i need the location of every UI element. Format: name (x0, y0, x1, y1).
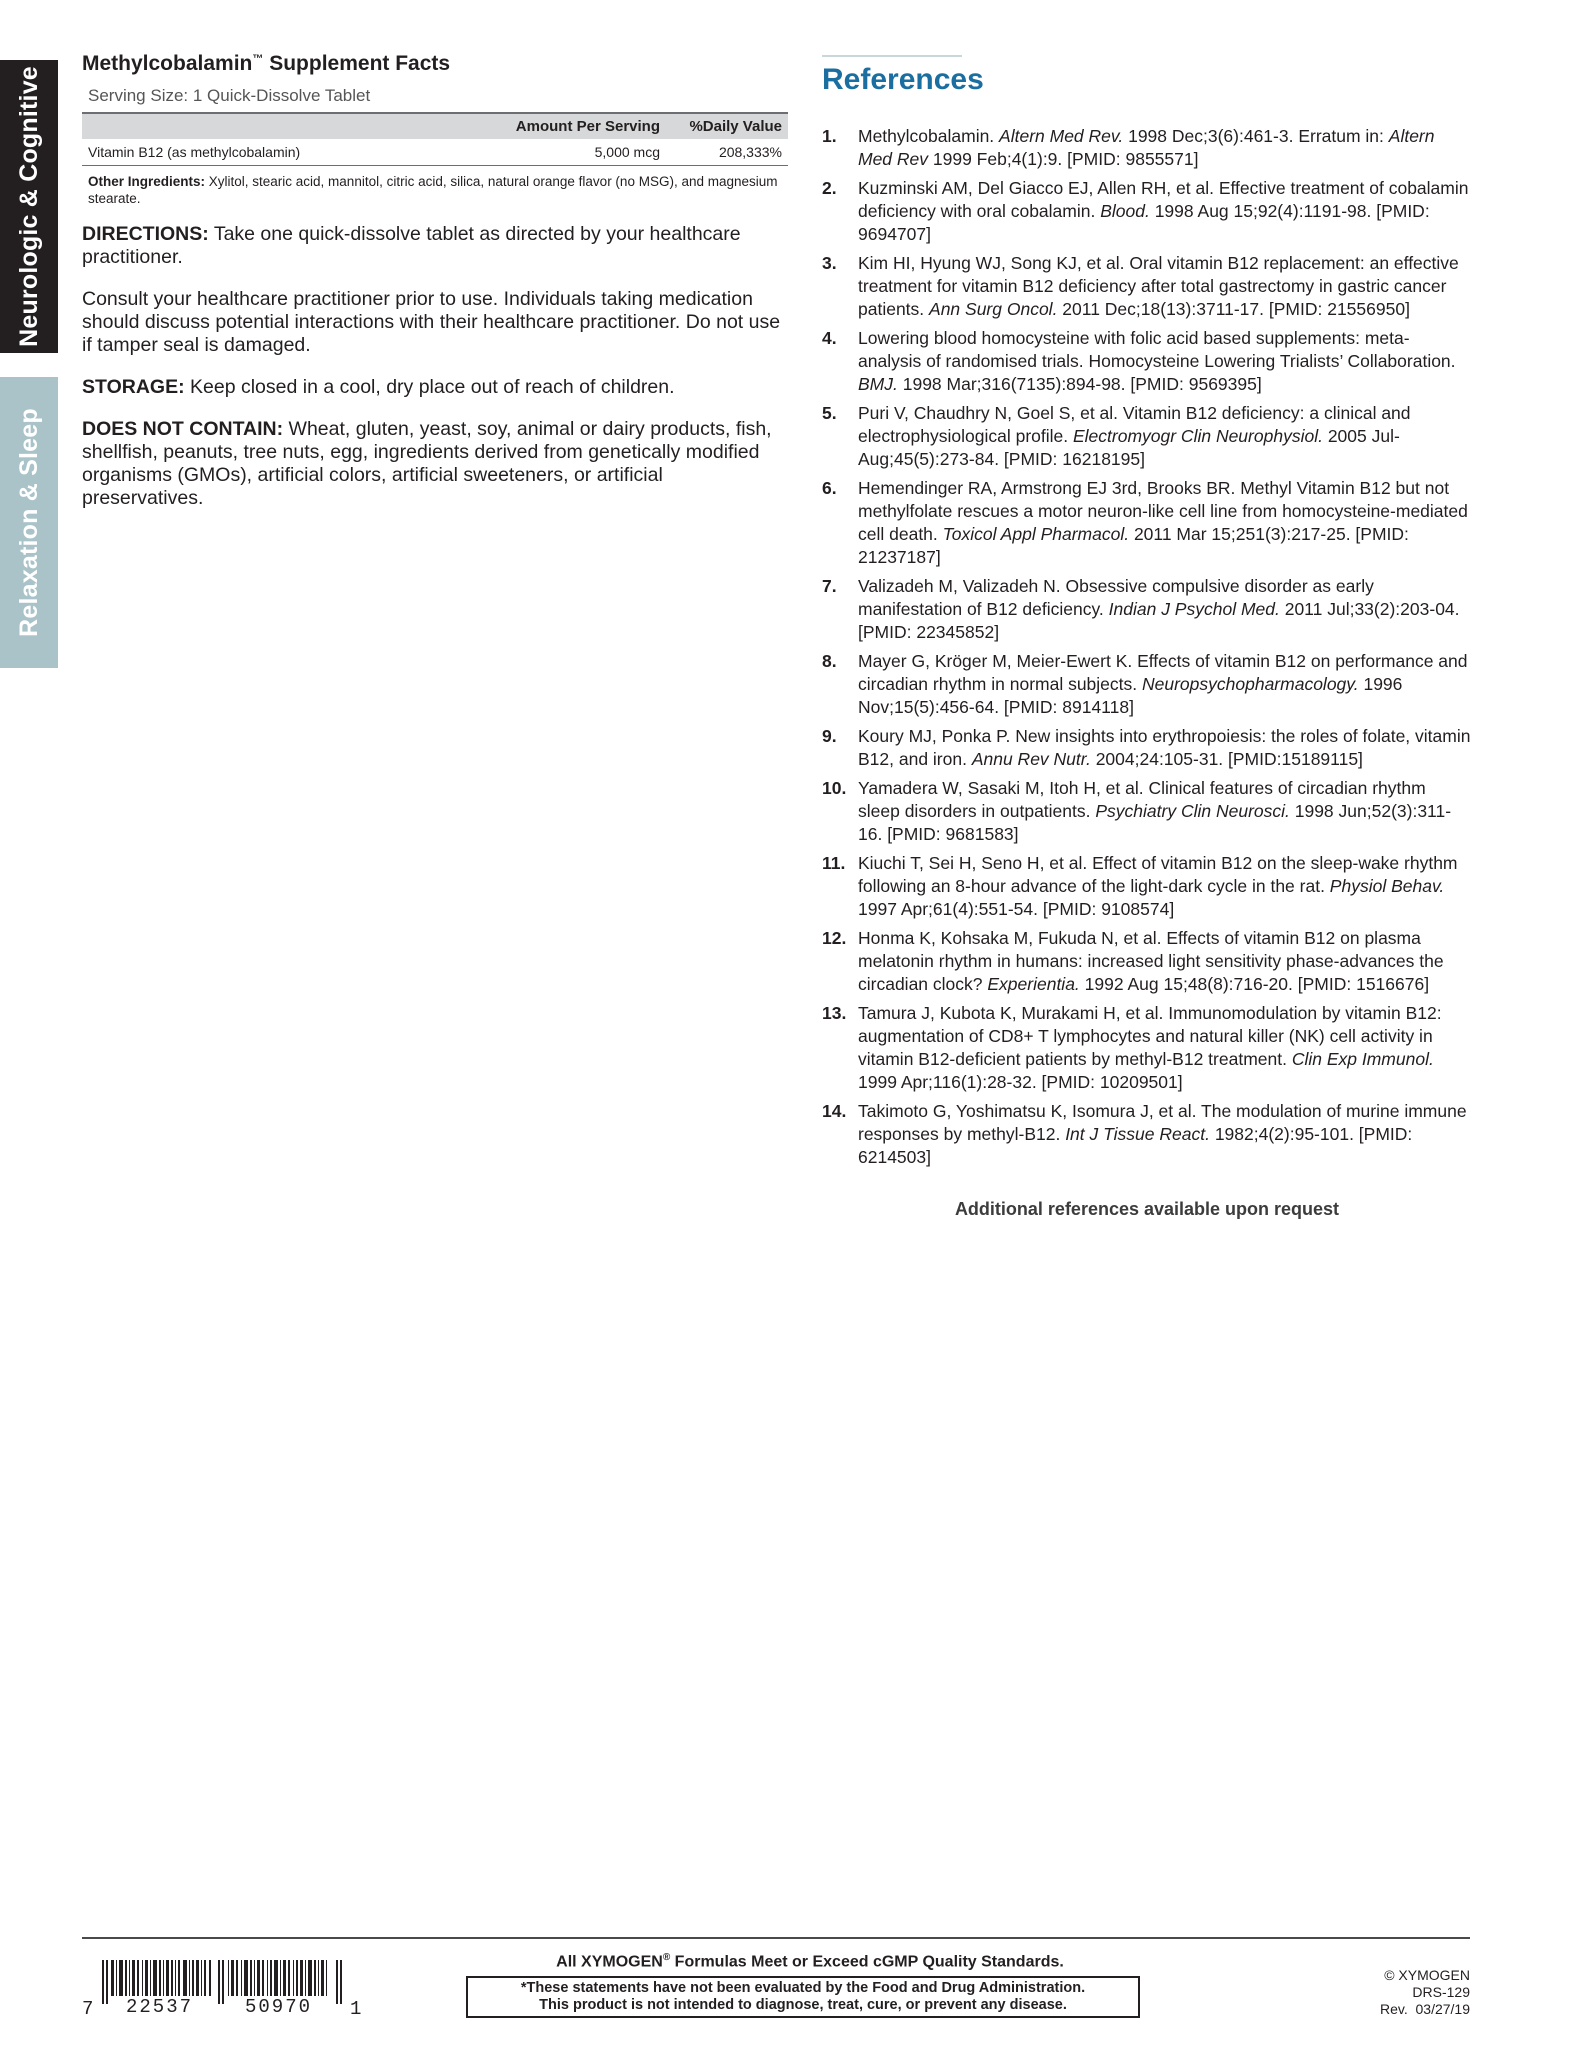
fda-line-2: This product is not intended to diagnose, treat, cure, or prevent any disease. (539, 1997, 1067, 2013)
table-row (82, 139, 788, 166)
list-item: 13. Tamura J, Kubota K, Murakami H, et al. Immunomodulation by vitamin B12: augmentation of CD8+ T lymphocytes and natural killer (NK) cell activity in vitamin B12-deficient patients by methyl-B12 treatment. Clin Exp Immunol. 1999 Apr;116(1):28-32. [PMID: 10209501] (822, 1003, 1442, 1092)
barcode-digit: 7 (82, 1998, 94, 2020)
fda-disclaimer (466, 1976, 1140, 2018)
document-meta (1380, 1967, 1470, 2018)
copyright: © XYMOGEN (1384, 1967, 1470, 1983)
list-item: 7. Valizadeh M, Valizadeh N. Obsessive compulsive disorder as early manifestation of B12 deficiency. Indian J Psychol Med. 2011 Jul;33(2):203-04. [PMID: 22345852] (822, 576, 1460, 642)
list-item: 5. Puri V, Chaudhry N, Goel S, et al. Vitamin B12 deficiency: a clinical and electrophysiological profile. Electromyogr Clin Neurophysiol. 2005 Jul-Aug;45(5):273-84. [PMID: 16218195] (822, 403, 1411, 469)
list-item: 6. Hemendinger RA, Armstrong EJ 3rd, Brooks BR. Methyl Vitamin B12 but not methylfolate rescues a motor neuron-like cell line from homocysteine-mediated cell death. Toxicol Appl Pharmacol. 2011 Mar 15;251(3):217-25. [PMID: 21237187] (822, 478, 1468, 567)
barcode-digits: 22537 (126, 1996, 194, 2018)
barcode (82, 1960, 362, 2020)
nutrient-dv: 208,333% (666, 139, 788, 166)
list-item: 11. Kiuchi T, Sei H, Seno H, et al. Effect of vitamin B12 on the sleep-wake rhythm following an 8-hour advance of the light-dark cycle in the rat. Physiol Behav. 1997 Apr;61(4):551-54. [PMID: 9108574] (822, 853, 1458, 919)
cgmp-statement: All XYMOGEN® Formulas Meet or Exceed cGMP Quality Standards. (556, 1952, 1064, 1971)
barcode-digit: 1 (350, 1998, 362, 2020)
revision-date: Rev. 03/27/19 (1379, 2001, 1470, 2017)
supplement-facts-title: Methylcobalamin™ Supplement Facts (82, 52, 451, 75)
additional-references-note: Additional references available upon request (954, 1199, 1340, 1219)
side-tab-label: Neurologic & Cognitive (14, 66, 43, 347)
barcode-digits: 50970 (245, 1996, 313, 2018)
side-tab-relaxation-sleep (0, 377, 58, 668)
header-name (82, 113, 504, 139)
serving-size: Serving Size: 1 Quick-Dissolve Tablet (88, 86, 371, 105)
header-amount: Amount Per Serving (504, 113, 666, 139)
list-item: 8. Mayer G, Kröger M, Meier-Ewert K. Effects of vitamin B12 on performance and circadian rhythm in normal subjects. Neuropsychopharmacology. 1996 Nov;15(5):456-64. [PMID: 8914118] (822, 651, 1468, 717)
other-ingredients: Other Ingredients: Xylitol, stearic acid, mannitol, citric acid, silica, natural orange flavor (no MSG), and magnesium stearate. (88, 174, 778, 206)
left-column (82, 52, 788, 529)
consult-note: Consult your healthcare practitioner prior to use. Individuals taking medication should discuss potential interactions with their healthcare practitioner. Do not use if tamper seal is damaged. (82, 288, 781, 356)
fda-line-1: *These statements have not been evaluated by the Food and Drug Administration. (520, 1980, 1086, 1996)
nutrient-name: Vitamin B12 (as methylcobalamin) (82, 139, 504, 166)
list-item: 9. Koury MJ, Ponka P. New insights into erythropoiesis: the roles of folate, vitamin B12, and iron. Annu Rev Nutr. 2004;24:105-31. [PMID:15189115] (822, 726, 1471, 769)
directions: DIRECTIONS: Take one quick-dissolve tablet as directed by your healthcare practitioner. (82, 223, 741, 268)
list-item: 4. Lowering blood homocysteine with folic acid based supplements: meta-analysis of randomised trials. Homocysteine Lowering Trialists’ Collaboration. BMJ. 1998 Mar;316(7135):894-98. [PMID: 9569395] (822, 328, 1456, 394)
list-item: 1. Methylcobalamin. Altern Med Rev. 1998 Dec;3(6):461-3. Erratum in: Altern Med Rev 1999 Feb;4(1):9. [PMID: 9855571] (822, 126, 1435, 169)
list-item: 2. Kuzminski AM, Del Giacco EJ, Allen RH, et al. Effective treatment of cobalamin deficiency with oral cobalamin. Blood. 1998 Aug 15;92(4):1191-98. [PMID: 9694707] (822, 178, 1469, 244)
references-list (822, 125, 1472, 1169)
side-tab-label: Relaxation & Sleep (14, 408, 43, 637)
side-tab-neurologic-cognitive (0, 60, 58, 353)
references-section (822, 55, 1472, 1220)
list-item: 3. Kim HI, Hyung WJ, Song KJ, et al. Oral vitamin B12 replacement: an effective treatment for vitamin B12 deficiency after total gastrectomy in gastric cancer patients. Ann Surg Oncol. 2011 Dec;18(13):3711-17. [PMID: 21556950] (822, 253, 1459, 319)
header-dv: %Daily Value (666, 113, 788, 139)
does-not-contain: DOES NOT CONTAIN: Wheat, gluten, yeast, soy, animal or dairy products, fish, shellfish, peanuts, tree nuts, egg, ingredients derived from genetically modified organisms (GMOs), artificial colors, artificial sweeteners, or artificial preservatives. (82, 418, 772, 509)
references-title: References (822, 63, 984, 96)
list-item: 12. Honma K, Kohsaka M, Fukuda N, et al. Effects of vitamin B12 on plasma melatonin rhythm in humans: increased light sensitivity phase-advances the circadian clock? Experientia. 1992 Aug 15;48(8):716-20. [PMID: 1516676] (822, 928, 1444, 994)
supplement-facts-table (82, 112, 788, 166)
footer-divider (82, 1937, 1470, 1939)
document-code: DRS-129 (1412, 1984, 1470, 2000)
references-rule (822, 55, 962, 57)
list-item: 14. Takimoto G, Yoshimatsu K, Isomura J, et al. The modulation of murine immune responses by methyl-B12. Int J Tissue React. 1982;4(2):95-101. [PMID: 6214503] (822, 1101, 1467, 1167)
list-item: 10. Yamadera W, Sasaki M, Itoh H, et al. Clinical features of circadian rhythm sleep disorders in outpatients. Psychiatry Clin Neurosci. 1998 Jun;52(3):311-16. [PMID: 9681583] (822, 778, 1452, 844)
storage: STORAGE: Keep closed in a cool, dry place out of reach of children. (82, 376, 675, 398)
nutrient-amount: 5,000 mcg (504, 139, 666, 166)
